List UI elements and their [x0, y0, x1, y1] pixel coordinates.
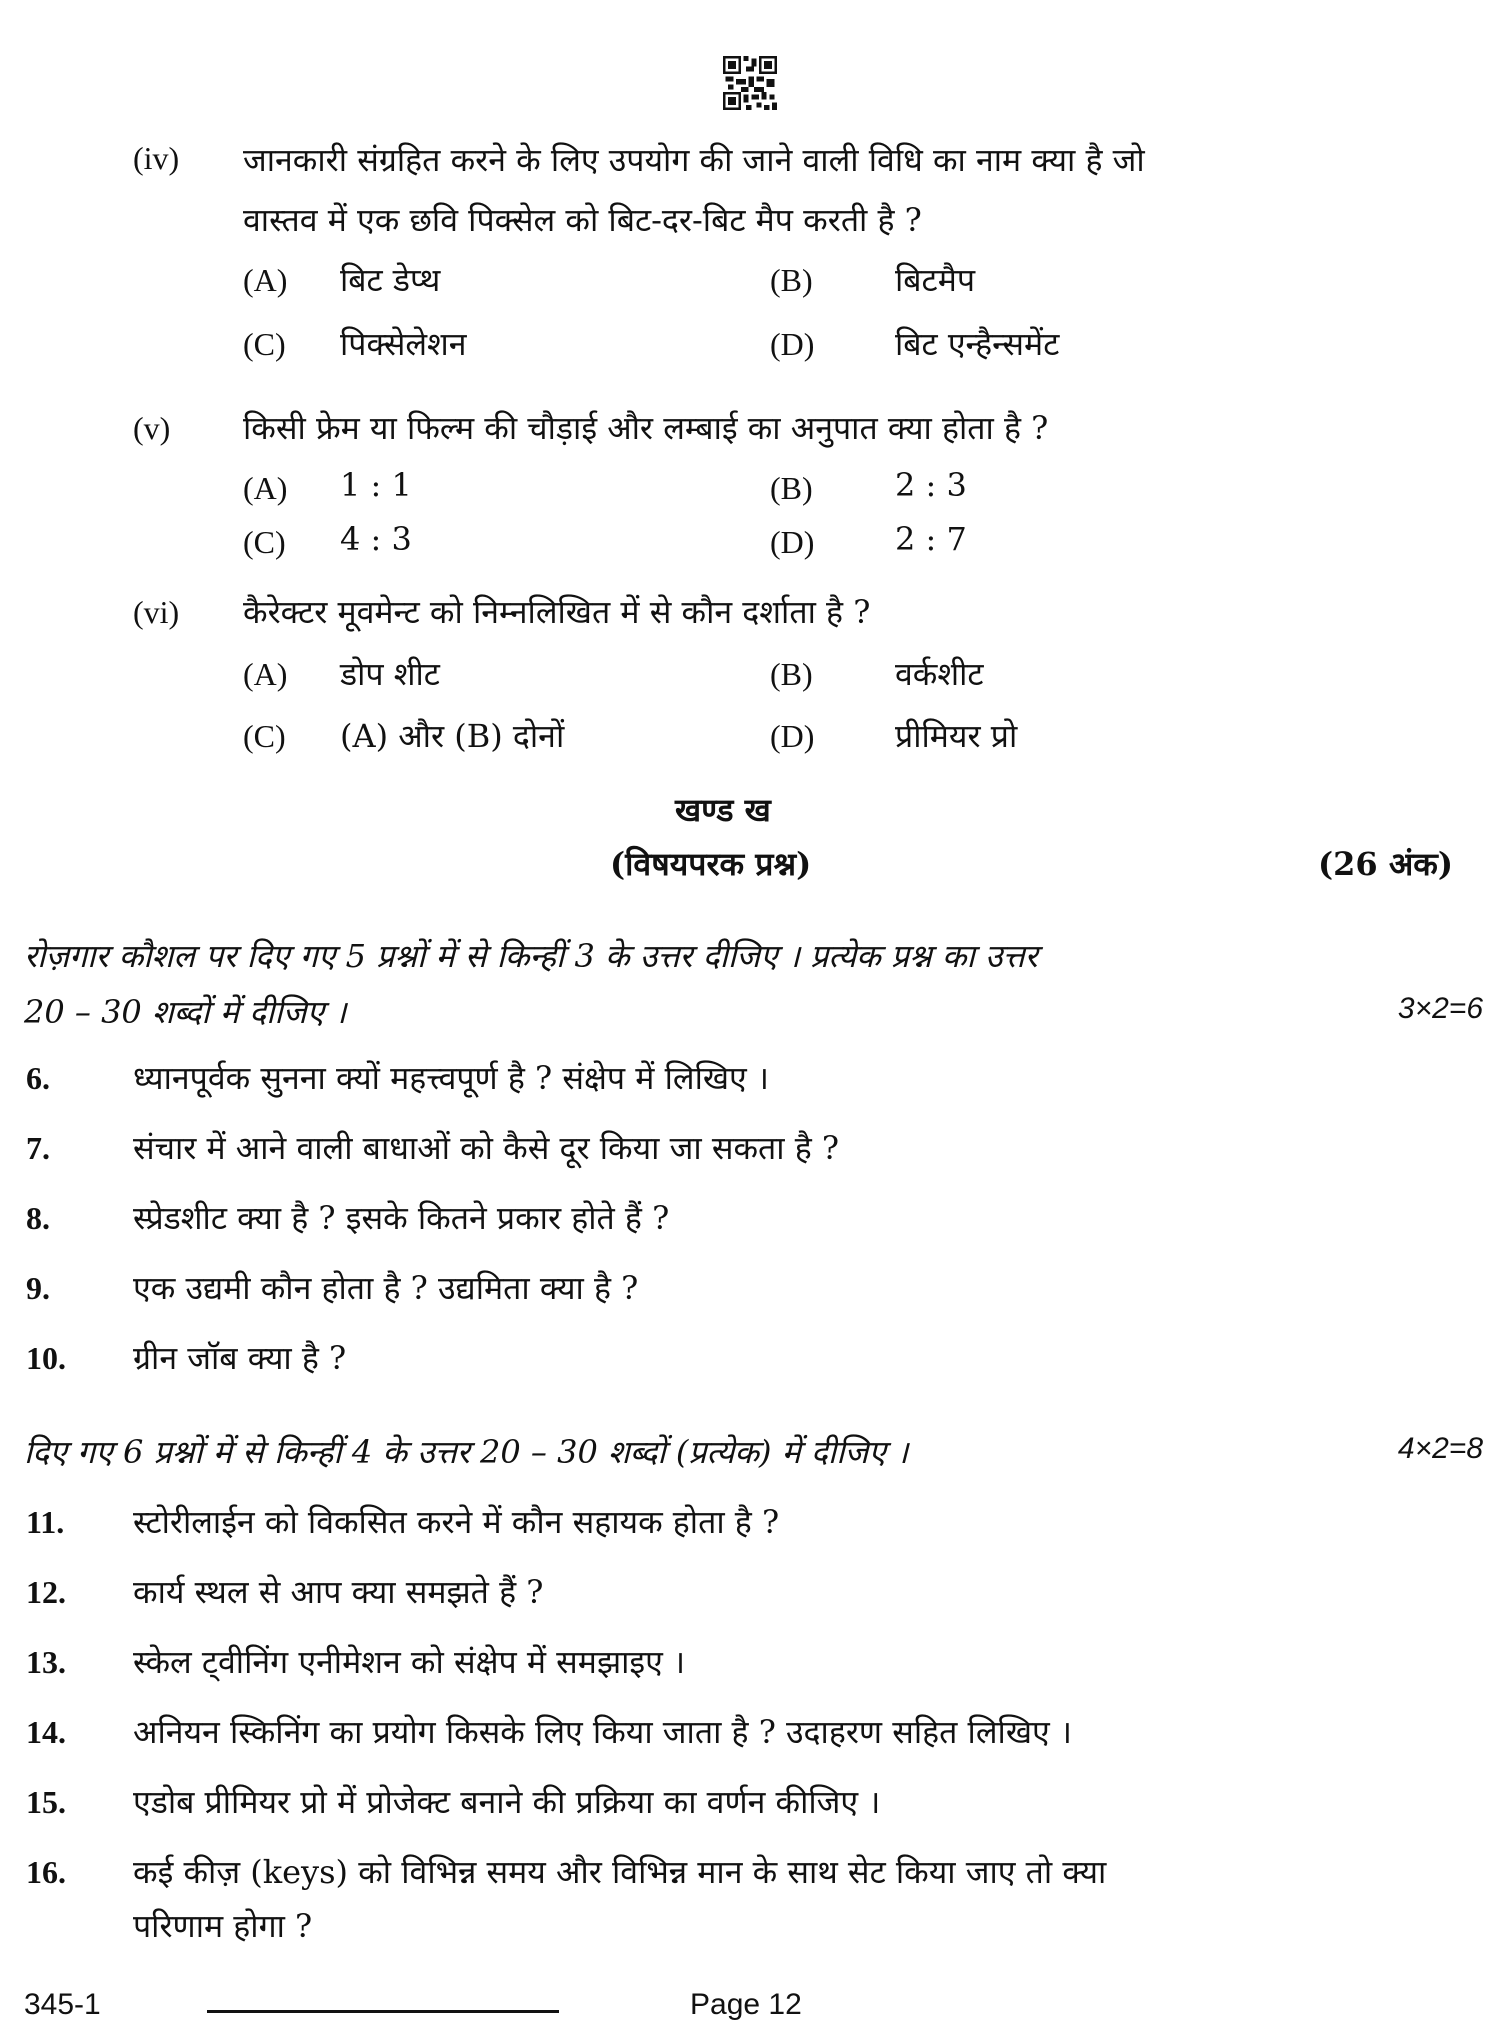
- mcq-question-line: कैरेक्टर मूवमेन्ट को निम्नलिखित में से कौन दर्शाता है ?: [243, 593, 871, 631]
- mcq-question-line: जानकारी संग्रहित करने के लिए उपयोग की जाने वाली विधि का नाम क्या है जो: [243, 141, 1145, 179]
- group-instruction: रोज़गार कौशल पर दिए गए 5 प्रश्नों में से किन्हीं 3 के उत्तर दीजिए । प्रत्येक प्रश्न का उत्तर: [24, 937, 1038, 975]
- question-number: 6.: [26, 1060, 50, 1096]
- question-text: ग्रीन जॉब क्या है ?: [133, 1339, 347, 1377]
- question-number: 15.: [26, 1784, 66, 1820]
- option-text: 2 : 3: [895, 466, 967, 504]
- question-text: अनियन स्किनिंग का प्रयोग किसके लिए किया जाता है ? उदाहरण सहित लिखिए ।: [133, 1713, 1072, 1751]
- question-text: ध्यानपूर्वक सुनना क्यों महत्त्वपूर्ण है ? संक्षेप में लिखिए ।: [133, 1059, 770, 1097]
- group-instruction: दिए गए 6 प्रश्नों में से किन्हीं 4 के उत्तर 20 – 30 शब्दों (प्रत्येक) में दीजिए ।: [24, 1433, 909, 1471]
- footer-divider: [207, 2010, 559, 2013]
- page-number: Page 12: [690, 1988, 802, 2021]
- question-text: स्प्रेडशीट क्या है ? इसके कितने प्रकार होते हैं ?: [133, 1199, 670, 1237]
- option-text: 4 : 3: [340, 520, 412, 558]
- mcq-number: (iv): [133, 140, 180, 176]
- option-label: (D): [770, 718, 815, 754]
- option-text: प्रीमियर प्रो: [895, 717, 1018, 755]
- question-number: 7.: [26, 1130, 50, 1166]
- group-marks: 4×2=8: [1397, 1432, 1483, 1465]
- question-text: एक उद्यमी कौन होता है ? उद्यमिता क्या है ?: [133, 1269, 639, 1307]
- option-label: (A): [243, 656, 288, 692]
- option-label: (B): [770, 656, 813, 692]
- option-text: 1 : 1: [340, 466, 412, 504]
- option-label: (B): [770, 262, 813, 298]
- option-label: (D): [770, 524, 815, 560]
- option-label: (A): [243, 470, 288, 506]
- option-text: बिटमैप: [895, 261, 976, 299]
- option-text: डोप शीट: [340, 655, 440, 693]
- paper-code: 345-1: [24, 1988, 101, 2021]
- mcq-question-line: वास्तव में एक छवि पिक्सेल को बिट-दर-बिट मैप करती है ?: [243, 201, 922, 239]
- question-text: कार्य स्थल से आप क्या समझते हैं ?: [133, 1573, 544, 1611]
- mcq-number: (vi): [133, 594, 180, 630]
- option-text: वर्कशीट: [895, 655, 984, 693]
- question-text: स्टोरीलाईन को विकसित करने में कौन सहायक होता है ?: [133, 1503, 780, 1541]
- option-text: बिट एन्हैन्समेंट: [895, 325, 1060, 363]
- option-text: बिट डेप्थ: [340, 261, 441, 299]
- question-text: कई कीज़ (keys) को विभिन्न समय और विभिन्न मान के साथ सेट किया जाए तो क्या: [133, 1853, 1107, 1891]
- option-label: (C): [243, 718, 286, 754]
- option-label: (B): [770, 470, 813, 506]
- option-label: (D): [770, 326, 815, 362]
- question-text: परिणाम होगा ?: [133, 1907, 313, 1945]
- option-label: (C): [243, 326, 286, 362]
- question-number: 11.: [26, 1504, 65, 1540]
- group-instruction: 20 – 30 शब्दों में दीजिए ।: [24, 993, 347, 1031]
- question-text: एडोब प्रीमियर प्रो में प्रोजेक्ट बनाने की प्रक्रिया का वर्णन कीजिए ।: [133, 1783, 881, 1821]
- question-text: संचार में आने वाली बाधाओं को कैसे दूर किया जा सकता है ?: [133, 1129, 840, 1167]
- mcq-number: (v): [133, 410, 171, 446]
- question-number: 13.: [26, 1644, 66, 1680]
- question-number: 16.: [26, 1854, 66, 1890]
- question-number: 10.: [26, 1340, 66, 1376]
- mcq-question-line: किसी फ्रेम या फिल्म की चौड़ाई और लम्बाई का अनुपात क्या होता है ?: [243, 409, 1049, 447]
- question-number: 8.: [26, 1200, 50, 1236]
- question-number: 12.: [26, 1574, 66, 1610]
- option-text: पिक्सेलेशन: [340, 325, 467, 363]
- option-text: 2 : 7: [895, 520, 967, 558]
- section-subtitle: (विषयपरक प्रश्न): [610, 845, 812, 883]
- option-label: (C): [243, 524, 286, 560]
- section-total-marks: (26 अंक): [1318, 845, 1453, 883]
- question-text: स्केल ट्वीनिंग एनीमेशन को संक्षेप में समझाइए ।: [133, 1643, 686, 1681]
- section-title: खण्ड ख: [675, 791, 771, 829]
- option-label: (A): [243, 262, 288, 298]
- qr-code-icon: [722, 56, 778, 110]
- question-number: 9.: [26, 1270, 50, 1306]
- group-marks: 3×2=6: [1397, 992, 1483, 1025]
- option-text: (A) और (B) दोनों: [340, 717, 565, 755]
- question-number: 14.: [26, 1714, 66, 1750]
